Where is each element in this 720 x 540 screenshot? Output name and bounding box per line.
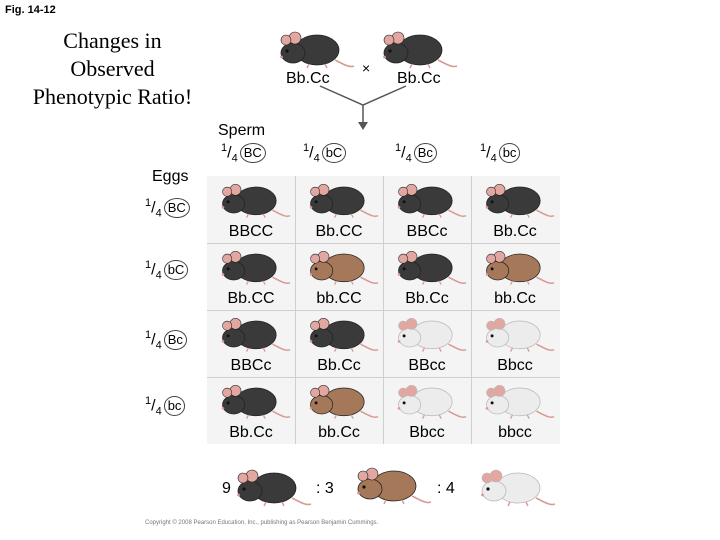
arrow-down-icon bbox=[358, 122, 368, 130]
cell-genotype: BBCC bbox=[228, 223, 274, 240]
ratio-brown-count: : 3 bbox=[316, 480, 334, 497]
black-mouse-icon bbox=[305, 178, 379, 222]
egg-allele-row-1: $^1/_4$ BC bbox=[145, 197, 190, 220]
cell-genotype: bbcc bbox=[498, 424, 532, 441]
title-line: Phenotypic Ratio! bbox=[32, 84, 193, 109]
copyright-notice: Copyright © 2008 Pearson Education, Inc., publishing as Pearson Benjamin Cummings. bbox=[145, 520, 379, 526]
parent-mouse-right bbox=[378, 26, 458, 72]
punnett-square bbox=[207, 176, 560, 444]
punnett-cell bbox=[383, 310, 471, 377]
ratio-white-count: : 4 bbox=[437, 480, 455, 497]
black-mouse-icon bbox=[393, 245, 467, 289]
cell-genotype: bb.CC bbox=[316, 290, 362, 307]
ratio-mouse-white bbox=[476, 464, 556, 510]
black-mouse-icon bbox=[393, 178, 467, 222]
eggs-label: Eggs bbox=[152, 168, 189, 185]
cell-genotype: Bbcc bbox=[409, 424, 445, 441]
cell-genotype: bb.Cc bbox=[494, 290, 536, 307]
black-mouse-icon bbox=[217, 178, 291, 222]
white-mouse-icon bbox=[481, 312, 555, 356]
title-line: Observed bbox=[70, 56, 155, 81]
white-mouse-icon bbox=[393, 379, 467, 423]
parent-genotype-left: Bb.Cc bbox=[286, 70, 330, 87]
cell-genotype: Bb.Cc bbox=[493, 223, 537, 240]
brown-mouse-icon bbox=[305, 245, 379, 289]
cross-symbol: × bbox=[362, 60, 371, 76]
punnett-cell bbox=[383, 377, 471, 444]
allele-circle: Bc bbox=[164, 330, 187, 350]
cell-genotype: BBcc bbox=[408, 357, 446, 374]
egg-allele-row-3: $^1/_4$ Bc bbox=[145, 329, 187, 352]
sperm-allele-col-2: $^1/_4$ bC bbox=[303, 142, 346, 165]
punnett-cell bbox=[471, 310, 559, 377]
parent-mouse-left bbox=[275, 26, 355, 72]
sperm-label: Sperm bbox=[218, 122, 266, 139]
black-mouse-icon bbox=[217, 312, 291, 356]
ratio-mouse-brown bbox=[352, 462, 432, 508]
cell-genotype: Bbcc bbox=[497, 357, 533, 374]
punnett-cell bbox=[383, 243, 471, 310]
punnett-cell bbox=[295, 310, 383, 377]
cell-genotype: BBCc bbox=[230, 357, 272, 374]
black-mouse-icon bbox=[217, 379, 291, 423]
figure-label: Fig. 14-12 bbox=[5, 4, 56, 16]
allele-circle: Bc bbox=[414, 143, 437, 163]
white-mouse-icon bbox=[481, 379, 555, 423]
egg-allele-row-4: $^1/_4$ bc bbox=[145, 395, 185, 418]
black-mouse-icon bbox=[481, 178, 555, 222]
egg-allele-row-2: $^1/_4$ bC bbox=[145, 259, 188, 282]
allele-circle: bc bbox=[164, 396, 186, 416]
slide-title bbox=[10, 27, 215, 111]
punnett-cell bbox=[383, 176, 471, 243]
brown-mouse-icon bbox=[481, 245, 555, 289]
allele-circle: bC bbox=[164, 260, 189, 280]
black-mouse-icon bbox=[305, 312, 379, 356]
punnett-cell bbox=[471, 176, 559, 243]
cell-genotype: Bb.Cc bbox=[405, 290, 449, 307]
cell-genotype: Bb.Cc bbox=[317, 357, 361, 374]
sperm-allele-col-1: $^1/_4$ BC bbox=[221, 142, 266, 165]
punnett-cell bbox=[471, 243, 559, 310]
white-mouse-icon bbox=[393, 312, 467, 356]
punnett-cell bbox=[207, 377, 295, 444]
cell-genotype: BBCc bbox=[406, 223, 448, 240]
cell-genotype: Bb.CC bbox=[315, 223, 363, 240]
cell-genotype: bb.Cc bbox=[318, 424, 360, 441]
cross-connector bbox=[300, 80, 430, 140]
black-mouse-icon bbox=[217, 245, 291, 289]
punnett-cell bbox=[295, 243, 383, 310]
ratio-mouse-black bbox=[232, 464, 312, 510]
punnett-cell bbox=[295, 176, 383, 243]
brown-mouse-icon bbox=[305, 379, 379, 423]
punnett-cell bbox=[471, 377, 559, 444]
allele-circle: bc bbox=[499, 143, 521, 163]
allele-circle: bC bbox=[322, 143, 347, 163]
sperm-allele-col-3: $^1/_4$ Bc bbox=[395, 142, 437, 165]
punnett-cell bbox=[207, 176, 295, 243]
cell-genotype: Bb.CC bbox=[227, 290, 275, 307]
title-line: Changes in bbox=[63, 28, 162, 53]
allele-circle: BC bbox=[164, 198, 190, 218]
sperm-allele-col-4: $^1/_4$ bc bbox=[480, 142, 520, 165]
punnett-cell bbox=[207, 310, 295, 377]
ratio-black-count: 9 bbox=[222, 480, 231, 497]
cell-genotype: Bb.Cc bbox=[229, 424, 273, 441]
allele-circle: BC bbox=[240, 143, 266, 163]
punnett-cell bbox=[207, 243, 295, 310]
parent-genotype-right: Bb.Cc bbox=[397, 70, 441, 87]
punnett-cell bbox=[295, 377, 383, 444]
